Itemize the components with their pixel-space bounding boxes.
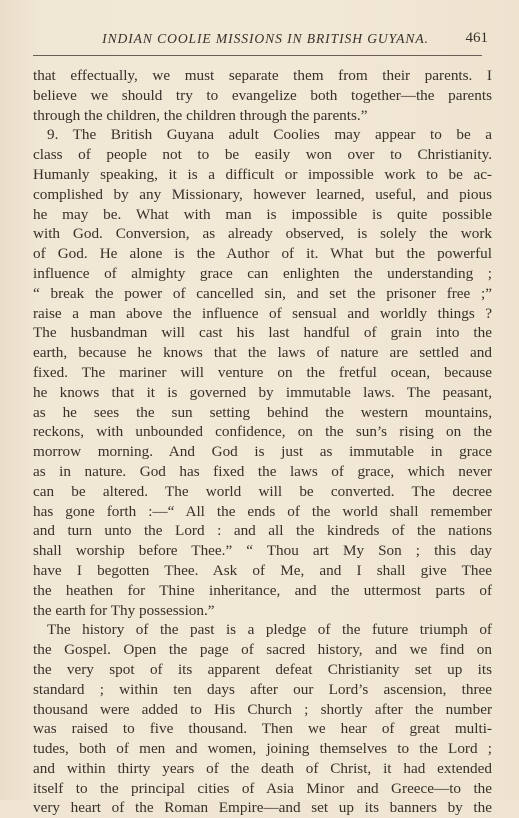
text-line: very heart of the Roman Empire—and set up its banners by the [33,799,492,817]
text-line: fixed. The mariner will venture on the fretful ocean, because [33,363,492,381]
text-line: he knows that it is governed by immutable laws. The peasant, [33,383,492,401]
header-rule [33,55,482,56]
text-line: the Gospel. Open the page of sacred history, and we find on [33,641,492,659]
body-text [33,66,492,818]
running-header [33,30,492,52]
text-line: itself to the principal cities of Asia Minor and Greece—to the [33,779,492,797]
text-line: that effectually, we must separate them from their parents. I [33,67,492,84]
text-line: can be altered. The world will be converted. The decree [33,482,492,500]
text-line: Humanly speaking, it is a difficult or impossible work to be ac- [33,165,492,183]
page-number: 461 [465,30,488,46]
text-line: with God. Conversion, as already observed, is solely the work [33,225,492,243]
text-line: and within thirty years of the death of Christ, it had extended [33,759,492,777]
text-line: he may be. What with man is impossible is quite possible [33,205,492,223]
text-line: The husbandman will cast his last handful of grain into the [33,324,492,342]
text-line: raise a man above the influence of sensual and worldly things ? [33,304,492,322]
text-line: earth, because he knows that the laws of nature are settled and [33,344,492,362]
text-line: complished by any Missionary, however learned, useful, and pious [33,185,492,203]
text-line: standard ; within ten days after our Lord’s ascension, three [33,680,492,698]
text-line: reckons, with unbounded confidence, on the sun’s rising on the [33,423,492,441]
text-line: the earth for Thy possession.” [33,601,215,619]
text-line: tudes, both of men and women, joining themselves to the Lord ; [33,740,492,758]
text-line: morrow morning. And God is just as immutable in grace [33,443,492,461]
text-line: through the children, the children through the parents.” [33,106,368,124]
text-line: the heathen for Thine inheritance, and the uttermost parts of [33,581,492,599]
text-line: of God. He alone is the Author of it. What but the powerful [33,245,492,263]
text-line: was raised to five thousand. Then we hear of great multi- [33,720,492,738]
text-line: The history of the past is a pledge of the future triumph of [47,621,492,639]
text-line: “ break the power of cancelled sin, and set the prisoner free ;” [33,284,492,302]
text-line: influence of almighty grace can enlighten the understanding ; [33,264,492,282]
text-line: as in nature. God has fixed the laws of grace, which never [33,462,492,480]
text-line: as he sees the sun setting behind the western mountains, [33,403,492,421]
text-line: has gone forth :—“ All the ends of the world shall remember [33,502,492,520]
text-line: thousand were added to His Church ; shortly after the number [33,700,492,718]
text-line: 9. The British Guyana adult Coolies may appear to be a [47,126,492,144]
running-title: INDIAN COOLIE MISSIONS IN BRITISH GUYANA. [102,31,429,46]
text-line: shall worship before Thee.” “ Thou art My Son ; this day [33,542,492,560]
text-line: have I begotten Thee. Ask of Me, and I shall give Thee [33,561,492,579]
text-line: believe we should try to evangelize both together—the parents [33,86,492,104]
text-line: class of people not to be easily won over to Christianity. [33,146,492,164]
text-line: and turn unto the Lord : and all the kindreds of the nations [33,522,492,540]
text-line: the very spot of its apparent defeat Christianity set up its [33,660,492,678]
